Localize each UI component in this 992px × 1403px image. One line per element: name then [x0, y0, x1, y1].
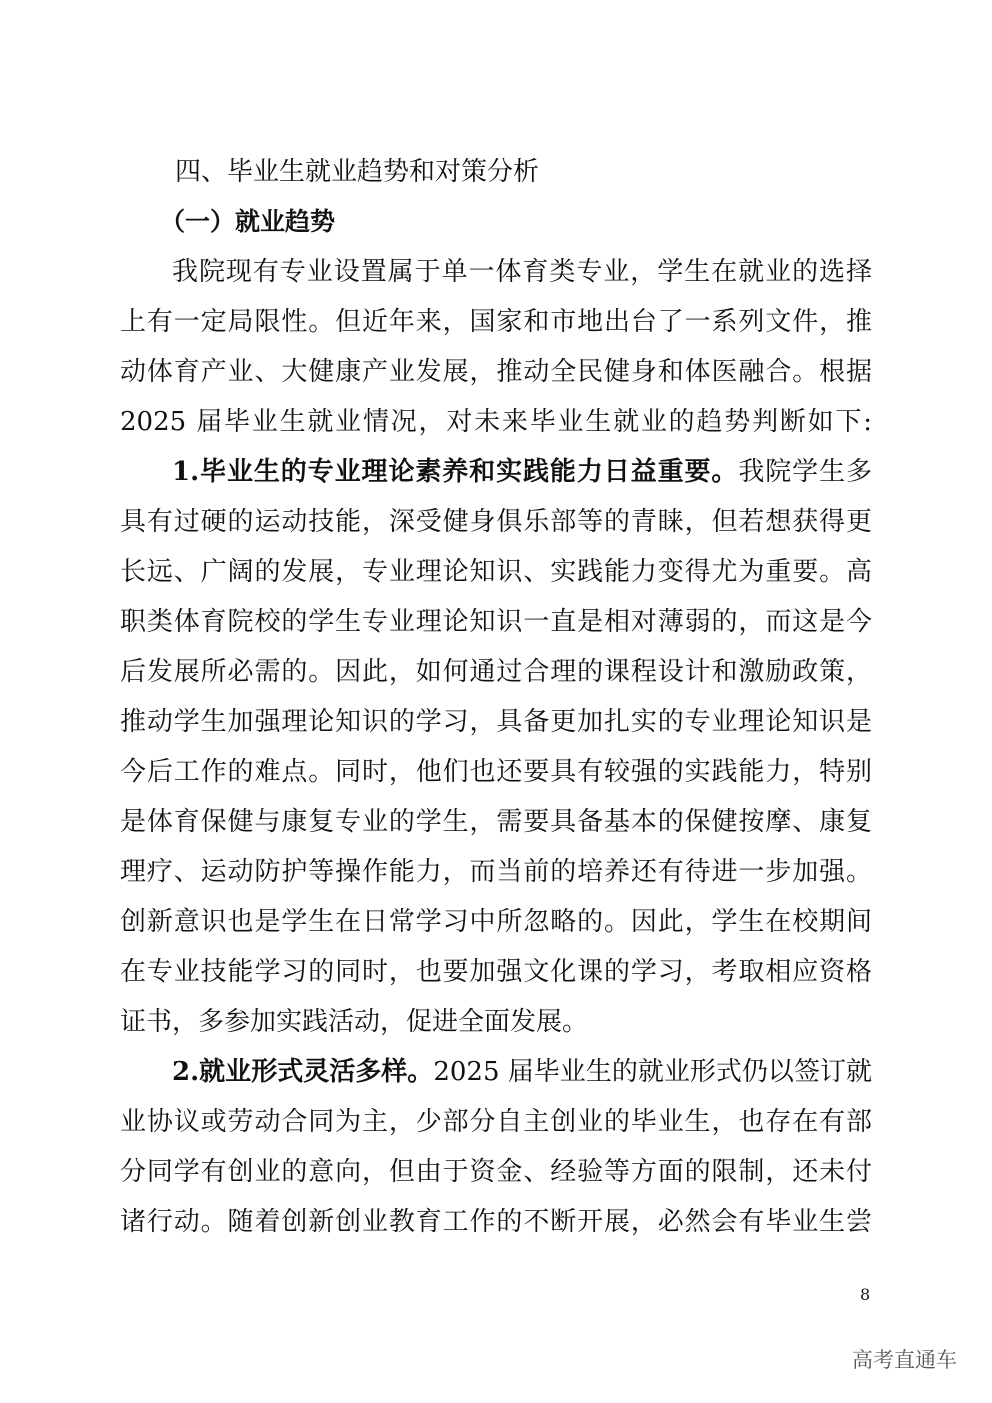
paragraph-line: 具有过硬的运动技能，深受健身俱乐部等的青睐，但若想获得更	[120, 507, 872, 537]
paragraph-line: 我院现有专业设置属于单一体育类专业，学生在就业的选择	[172, 257, 872, 287]
paragraph-line: 创新意识也是学生在日常学习中所忽略的。因此，学生在校期间	[120, 907, 872, 937]
paragraph-line: 后发展所必需的。因此，如何通过合理的课程设计和激励政策，	[120, 657, 872, 687]
paragraph-line-text: 我院学生多	[738, 457, 872, 487]
paragraph-line: 推动学生加强理论知识的学习，具备更加扎实的专业理论知识是	[120, 707, 872, 737]
paragraph-line: 今后工作的难点。同时，他们也还要具有较强的实践能力，特别	[120, 757, 872, 787]
paragraph-line: 诸行动。随着创新创业教育工作的不断开展，必然会有毕业生尝	[120, 1207, 872, 1237]
paragraph-line: 职类体育院校的学生专业理论知识一直是相对薄弱的，而这是今	[120, 607, 872, 637]
section-heading: 四、毕业生就业趋势和对策分析	[175, 157, 540, 187]
paragraph-line-text: 2025 届毕业生的就业形式仍以签订就	[433, 1057, 872, 1087]
paragraph-line: 证书，多参加实践活动，促进全面发展。	[120, 1007, 589, 1037]
paragraph-line: 分同学有创业的意向，但由于资金、经验等方面的限制，还未付	[120, 1157, 872, 1187]
paragraph-lead-bold: 2.就业形式灵活多样。	[172, 1057, 434, 1087]
paragraph-line: 在专业技能学习的同时，也要加强文化课的学习，考取相应资格	[120, 957, 872, 987]
paragraph-line: 长远、广阔的发展，专业理论知识、实践能力变得尤为重要。高	[120, 557, 872, 587]
paragraph-line: 动体育产业、大健康产业发展，推动全民健身和体医融合。根据	[120, 357, 872, 387]
paragraph-line: 是体育保健与康复专业的学生，需要具备基本的保健按摩、康复	[120, 807, 872, 837]
paragraph-line: 业协议或劳动合同为主，少部分自主创业的毕业生，也存在有部	[120, 1107, 872, 1137]
paragraph-2	[120, 447, 872, 1047]
paragraph-line: 理疗、运动防护等操作能力，而当前的培养还有待进一步加强。	[120, 857, 872, 887]
paragraph-line	[120, 447, 872, 497]
paragraph-line: 2025 届毕业生就业情况，对未来毕业生就业的趋势判断如下:	[120, 407, 872, 437]
paragraph-3	[120, 1047, 872, 1247]
paragraph-lead-bold: 1.毕业生的专业理论素养和实践能力日益重要。	[172, 457, 739, 487]
watermark-text: 高考直通车	[852, 1348, 957, 1372]
sub-heading: （一）就业趋势	[160, 207, 336, 236]
paragraph-line: 上有一定局限性。但近年来，国家和市地出台了一系列文件，推	[120, 307, 872, 337]
paragraph-line	[120, 1047, 872, 1097]
page-number: 8	[860, 1285, 871, 1304]
paragraph-1	[120, 247, 872, 447]
